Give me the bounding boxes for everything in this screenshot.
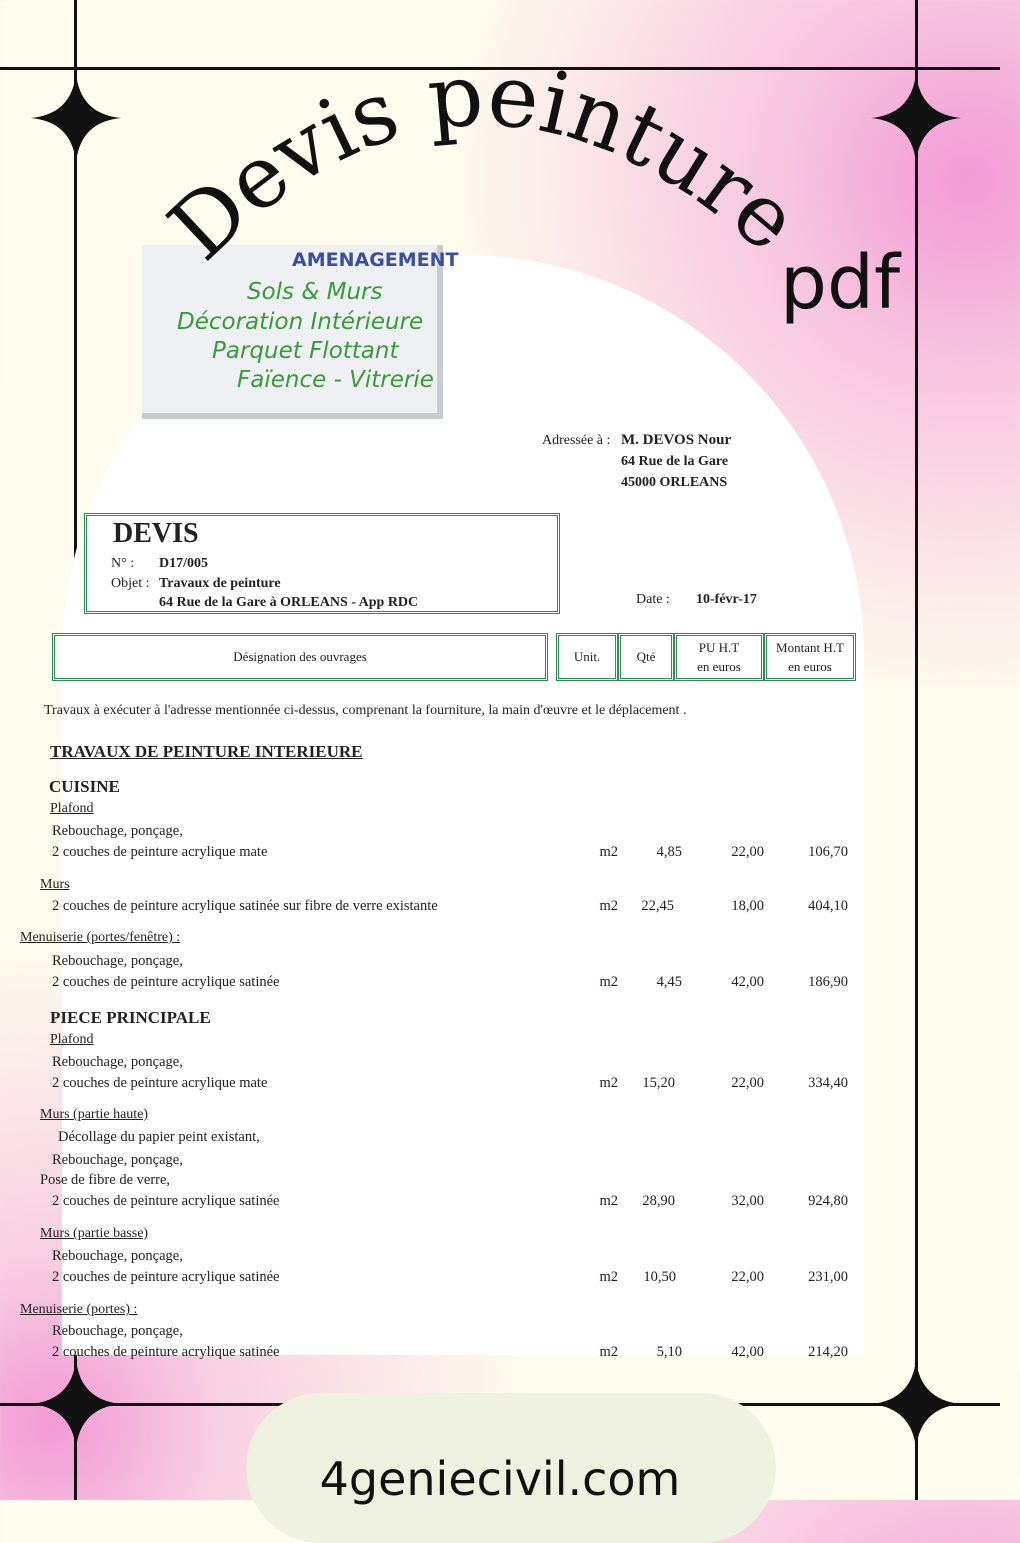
- item-heading: Plafond: [50, 801, 94, 816]
- row-qty: 15,20: [642, 1075, 675, 1091]
- item-line: Décollage du papier peint existant,: [58, 1129, 260, 1145]
- item-line: 2 couches de peinture acrylique satinée: [52, 1193, 280, 1209]
- item-heading: Murs (partie basse): [40, 1226, 149, 1241]
- row-amount: 231,00: [808, 1269, 848, 1285]
- page-title-text: Devis peinture: [150, 44, 817, 280]
- website-link[interactable]: 4geniecivil.com: [319, 1452, 681, 1506]
- item-heading: Murs (partie haute): [40, 1107, 149, 1122]
- header-qty: Qté: [618, 633, 674, 681]
- header-amount-line1: Montant H.T: [776, 639, 844, 655]
- item-heading: Plafond: [50, 1032, 94, 1047]
- row-unit-price: 22,00: [731, 1075, 764, 1091]
- row-amount: 214,20: [808, 1344, 848, 1360]
- client-street: 64 Rue de la Gare: [621, 454, 729, 469]
- row-amount: 334,40: [808, 1075, 848, 1091]
- row-qty: 4,85: [656, 844, 682, 860]
- client-name: M. DEVOS Nour: [621, 432, 732, 448]
- object-label: Objet :: [111, 576, 150, 591]
- header-amount: [764, 633, 856, 681]
- header-unit-price: [674, 633, 764, 681]
- row-amount: 106,70: [808, 844, 848, 860]
- quote-header-box: [84, 513, 560, 614]
- header-unit: Unit.: [556, 633, 618, 681]
- row-unit-price: 22,00: [731, 844, 764, 860]
- room-title: CUISINE: [49, 777, 120, 796]
- row-qty: 4,45: [656, 974, 682, 990]
- row-unit: m2: [599, 1269, 618, 1285]
- row-unit-price: 42,00: [731, 1344, 764, 1360]
- title-graphic: [0, 0, 1000, 420]
- row-qty: 28,90: [642, 1193, 675, 1209]
- quote-object: Travaux de peinture: [159, 576, 281, 591]
- header-unit-price-line2: en euros: [697, 659, 741, 674]
- row-amount: 404,10: [808, 898, 848, 914]
- logo-line: AMENAGEMENT: [292, 249, 459, 271]
- item-line: 2 couches de peinture acrylique satinée: [52, 1269, 280, 1285]
- item-line: 2 couches de peinture acrylique satinée: [52, 974, 280, 990]
- item-line: 2 couches de peinture acrylique mate: [52, 1075, 268, 1091]
- item-line: Rebouchage, ponçage,: [52, 1054, 183, 1070]
- page-subtitle: pdf: [780, 240, 900, 326]
- quote-date: 10-févr-17: [696, 592, 757, 607]
- header-unit-price-line1: PU H.T: [698, 639, 740, 655]
- item-line: 2 couches de peinture acrylique mate: [52, 844, 268, 860]
- item-line: Pose de fibre de verre,: [40, 1172, 171, 1188]
- item-line: Rebouchage, ponçage,: [52, 1323, 183, 1339]
- header-designation: Désignation des ouvrages: [52, 633, 548, 681]
- item-line: 2 couches de peinture acrylique satinée: [52, 1344, 280, 1360]
- row-amount: 924,80: [808, 1193, 848, 1209]
- row-unit: m2: [599, 1344, 618, 1360]
- item-heading: Menuiserie (portes) :: [20, 1302, 138, 1317]
- row-unit-price: 32,00: [731, 1193, 764, 1209]
- item-heading: Menuiserie (portes/fenêtre) :: [20, 930, 181, 945]
- item-heading: Murs: [40, 877, 70, 892]
- logo-line: Sols & Murs: [247, 279, 383, 305]
- item-line: 2 couches de peinture acrylique satinée sur fibre de verre existante: [52, 898, 438, 914]
- intro-text: Travaux à exécuter à l'adresse mentionnée ci-dessus, comprenant la fourniture, la main d'œuvre et le déplacement .: [44, 703, 687, 718]
- date-label: Date :: [636, 592, 670, 607]
- quote-object-address: 64 Rue de la Gare à ORLEANS - App RDC: [159, 595, 419, 610]
- item-line: Rebouchage, ponçage,: [52, 1152, 183, 1168]
- logo-line: Parquet Flottant: [212, 338, 399, 364]
- item-line: Rebouchage, ponçage,: [52, 953, 183, 969]
- section-title: TRAVAUX DE PEINTURE INTERIEURE: [50, 742, 363, 761]
- sparkle-icon: [31, 1359, 121, 1449]
- row-unit: m2: [599, 1075, 618, 1091]
- room-title: PIECE PRINCIPALE: [50, 1008, 211, 1027]
- page-title: [150, 45, 816, 280]
- quote-number: D17/005: [159, 556, 208, 571]
- row-amount: 186,90: [808, 974, 848, 990]
- row-qty: 10,50: [643, 1269, 676, 1285]
- document-preview: [20, 249, 864, 1360]
- row-unit: m2: [599, 1193, 618, 1209]
- row-unit-price: 18,00: [731, 898, 764, 914]
- item-line: Rebouchage, ponçage,: [52, 823, 183, 839]
- row-qty: 22,45: [641, 898, 674, 914]
- row-unit: m2: [599, 898, 618, 914]
- quote-document: [20, 249, 864, 1360]
- client-city: 45000 ORLEANS: [621, 475, 728, 490]
- row-unit: m2: [599, 844, 618, 860]
- row-qty: 5,10: [656, 1344, 682, 1360]
- logo-line: Faïence - Vitrerie: [237, 367, 434, 393]
- row-unit: m2: [599, 974, 618, 990]
- row-unit-price: 22,00: [731, 1269, 764, 1285]
- header-amount-line2: en euros: [788, 659, 832, 674]
- row-unit-price: 42,00: [731, 974, 764, 990]
- address-label: Adressée à :: [542, 433, 611, 448]
- number-label: N° :: [111, 556, 135, 571]
- sparkle-icon: [871, 1359, 961, 1449]
- logo-line: Décoration Intérieure: [177, 309, 424, 335]
- quote-title: DEVIS: [113, 518, 199, 549]
- item-line: Rebouchage, ponçage,: [52, 1248, 183, 1264]
